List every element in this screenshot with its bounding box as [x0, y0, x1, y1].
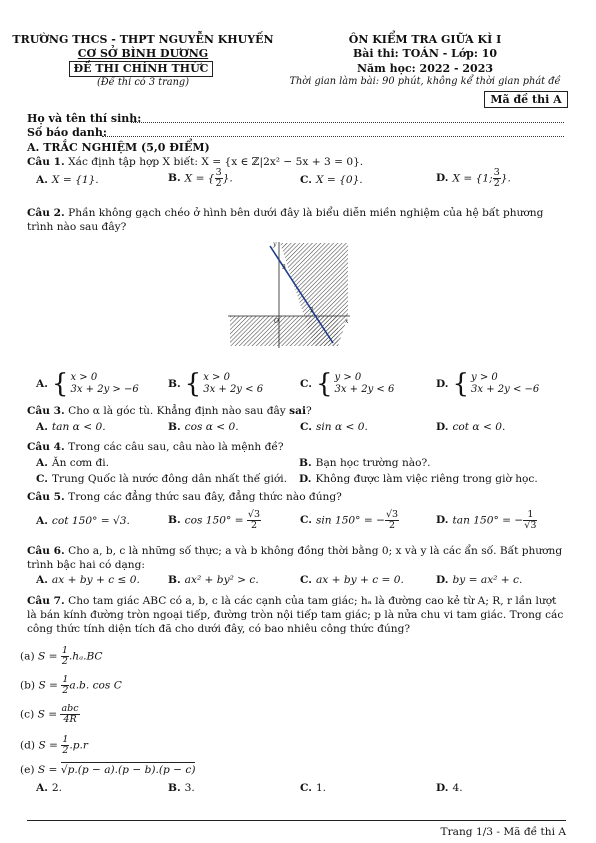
exam-subject: Bài thi: TOÁN - Lớp: 10 [352, 47, 498, 60]
q1-d-num: 3 [493, 167, 500, 178]
question-6-options [36, 574, 560, 588]
q4-option-a[interactable]: A. Ăn cơm đi. [36, 457, 110, 469]
q7-formula-b [20, 675, 122, 696]
q1-option-a-text: X = {1}. [51, 174, 99, 186]
q7-a-num: 1 [61, 645, 68, 656]
q6-option-d[interactable]: D. by = ax² + c. [436, 574, 523, 586]
q7-d-answer: 4. [452, 782, 463, 794]
q7-option-b[interactable]: B. 3. [168, 782, 195, 794]
q7-d-pre: S = [38, 739, 58, 752]
pages-note: (Đề thi có 3 trang) [96, 77, 190, 88]
q2-d-line2: 3x + 2y < −6 [471, 384, 540, 395]
question-3-end: ? [306, 405, 312, 417]
q7-formula-e [20, 764, 195, 778]
question-7-options [36, 782, 560, 796]
q7-a-fraction [61, 646, 69, 667]
q2-option-a[interactable]: A. { x > 0 3x + 2y > −6 [36, 369, 139, 399]
q7-formula-c [20, 704, 80, 725]
exam-code-box [484, 91, 568, 108]
q7-option-a[interactable]: A. 2. [36, 782, 63, 794]
q2-option-d[interactable]: D. { y > 0 3x + 2y < −6 [436, 369, 540, 399]
q7-a-answer: 2. [51, 782, 63, 794]
question-5-label: Câu 5. [27, 491, 65, 503]
q3-a-text: tan α < 0. [51, 421, 106, 433]
student-name-line [131, 122, 564, 123]
q3-option-c[interactable]: C. sin α < 0. [300, 421, 368, 433]
q1-b-pre: X = { [184, 172, 215, 185]
q5-c-fraction [385, 510, 399, 531]
q7-e-tag: (e) [20, 764, 35, 776]
q7-b-tag: (b) [20, 679, 36, 692]
q4-b-text: Bạn học trường nào?. [315, 457, 431, 469]
question-3-text: Cho α là góc tù. Khẳng định nào sau đây [68, 405, 286, 417]
question-2 [27, 207, 566, 235]
question-6-text: Cho a, b, c là những số thực; a và b không đồng thời bằng 0; x và y là các ẩn số. Bất phương trình bậc hai có dạng: [27, 545, 563, 571]
footer-page-label: Trang 1/3 - Mã đề thi A [440, 826, 566, 838]
q5-b-fraction [247, 510, 261, 531]
q1-b-num: 3 [215, 167, 222, 178]
school-name: TRƯỜNG THCS - THPT NGUYỄN KHUYẾN [12, 33, 274, 46]
question-7-text: Cho tam giác ABC có a, b, c là các cạnh của tam giác; hₐ là đường cao kẻ từ A; R, r lần lượt là bán kính đường tròn ngoại tiếp, đường tròn nội tiếp tam giác; p là nửa chu vi tam giác. Trong các công thức tính diện tích đã cho dưới đây, có bao nhiêu công thức đúng? [27, 595, 564, 635]
q4-option-b[interactable]: B. Bạn học trường nào?. [299, 457, 431, 469]
official-exam-label: ĐỀ THI CHÍNH THỨC [73, 62, 209, 75]
q3-b-text: cos α < 0. [184, 421, 239, 433]
question-4-text: Trong các câu sau, câu nào là mệnh đề? [68, 441, 284, 453]
question-1-options [36, 167, 560, 189]
q2-c-line2: 3x + 2y < 6 [334, 384, 395, 395]
q7-c-tag: (c) [20, 708, 35, 721]
q7-b-post: a.b. cos C [69, 679, 122, 692]
q2-option-c[interactable]: C. { y > 0 3x + 2y < 6 [300, 369, 395, 399]
student-name-label: Họ và tên thí sinh: [27, 112, 142, 125]
q5-d-pre: tan 150° = − [452, 514, 524, 527]
q6-option-b[interactable]: B. ax² + by² > c. [168, 574, 259, 586]
q3-option-b[interactable]: B. cos α < 0. [168, 421, 239, 433]
q7-a-den: 2 [61, 655, 68, 667]
q2-a-line1: x > 0 [70, 371, 98, 383]
q7-c-pre: S = [37, 708, 58, 721]
q5-option-c[interactable]: C. sin 150° = − $\frac{√3}{2}$ [300, 509, 399, 531]
q7-option-d[interactable]: D. 4. [436, 782, 463, 794]
q5-option-b[interactable]: B. cos 150° = $\frac{√3}{2}$ [168, 509, 261, 531]
q7-formula-a [20, 646, 103, 667]
student-id-line [102, 136, 564, 137]
q1-b-post: }. [222, 172, 233, 185]
q6-option-c[interactable]: C. ax + by + c = 0. [300, 574, 404, 586]
question-3-options [36, 421, 560, 435]
q7-a-post: .hₐ.BC [68, 650, 103, 663]
time-note: Thời gian làm bài: 90 phút, không kể thời gian phát đề [289, 76, 561, 87]
q7-d-tag: (d) [20, 739, 36, 752]
q3-d-text: cot α < 0. [452, 421, 506, 433]
q7-a-tag: (a) [20, 650, 35, 663]
q7-e-post: √p.(p − a).(p − b).(p − c) [60, 764, 196, 776]
q5-d-den: √3 [524, 519, 537, 531]
question-4 [27, 441, 566, 455]
q7-c-num: abc [61, 703, 79, 714]
q5-c-den: 2 [389, 519, 396, 531]
school-year: Năm học: 2022 - 2023 [356, 62, 494, 75]
q7-d-den: 2 [62, 744, 69, 756]
question-6-label: Câu 6. [27, 545, 65, 557]
q2-d-line1: y > 0 [471, 371, 498, 383]
q1-d-pre: X = {1; [452, 172, 493, 185]
q1-option-d[interactable]: D. X = {1; $\frac{3}{2}$ }. [436, 167, 511, 189]
question-5-text: Trong các đẳng thức sau đây, đẳng thức nào đúng? [68, 491, 342, 503]
q7-b-answer: 3. [184, 782, 195, 794]
question-6 [27, 545, 566, 573]
q2-a-line2: 3x + 2y > −6 [70, 384, 139, 395]
q1-d-post: }. [500, 172, 511, 185]
campus-name: CƠ SỞ BÌNH DƯƠNG [77, 47, 209, 60]
q6-b-text: ax² + by² > c. [184, 574, 259, 586]
q7-c-den: 4R [63, 713, 77, 725]
exam-code-label: Mã đề thi A [490, 93, 562, 106]
q7-e-pre: S = [37, 764, 58, 776]
q6-d-text: by = ax² + c. [452, 574, 523, 586]
q5-b-num: √3 [247, 509, 261, 520]
q3-option-d[interactable]: D. cot α < 0. [436, 421, 506, 433]
q7-b-pre: S = [38, 679, 58, 692]
q5-c-num: √3 [385, 509, 399, 520]
question-5 [27, 491, 566, 505]
q7-b-num: 1 [62, 674, 69, 685]
q7-a-pre: S = [37, 650, 58, 663]
question-3-label: Câu 3. [27, 405, 65, 417]
q6-c-text: ax + by + c = 0. [315, 574, 404, 586]
q5-d-num: 1 [523, 510, 537, 521]
q7-option-c[interactable]: C. 1. [300, 782, 327, 794]
question-2-options [36, 371, 560, 397]
q5-a-text: cot 150° = √3. [51, 515, 130, 527]
q1-option-a[interactable]: A. X = {1}. [36, 174, 99, 186]
question-2-label: Câu 2. [27, 207, 65, 219]
q5-d-fraction [523, 510, 537, 531]
q1-b-den: 2 [215, 177, 222, 189]
q3-option-a[interactable]: A. tan α < 0. [36, 421, 106, 433]
q7-d-post: .p.r [69, 739, 88, 752]
q5-option-a[interactable]: A. cot 150° = √3. [36, 515, 130, 527]
q3-c-text: sin α < 0. [315, 421, 368, 433]
q1-b-fraction [215, 168, 223, 189]
q2-y-intercept: 3 [282, 264, 286, 271]
q4-option-c[interactable]: C. Trung Quốc là nước đông dân nhất thế giới. [36, 473, 287, 485]
q5-b-pre: cos 150° = [184, 514, 244, 527]
q1-option-c[interactable]: C. X = {0}. [300, 174, 363, 186]
q4-c-text: Trung Quốc là nước đông dân nhất thế giới. [51, 473, 287, 485]
question-5-options [36, 510, 560, 531]
question-1-text: Xác định tập hợp X biết: X = {x ∈ ℤ|2x² − 5x + 3 = 0}. [68, 156, 364, 168]
q4-option-d[interactable]: D. Không được làm việc riêng trong giờ học. [299, 473, 538, 485]
official-exam-box [69, 61, 213, 77]
q7-formula-d [20, 735, 88, 756]
question-7 [27, 595, 566, 636]
q1-d-fraction [493, 168, 501, 189]
student-id-label: Số báo danh: [27, 126, 107, 139]
exam-title: ÔN KIỂM TRA GIỮA KÌ I [348, 33, 502, 46]
q5-option-d[interactable]: D. tan 150° = − $\frac{1}{√3}$ [436, 509, 537, 531]
q1-option-b[interactable]: B. X = { $\frac{3}{2}$ }. [168, 167, 233, 189]
question-4-label: Câu 4. [27, 441, 65, 453]
q5-c-pre: sin 150° = − [315, 514, 385, 527]
section-a-title: A. TRẮC NGHIỆM (5,0 ĐIỂM) [27, 141, 210, 154]
q4-d-text: Không được làm việc riêng trong giờ học. [315, 473, 538, 485]
question-2-text: Phần không gạch chéo ở hình bên dưới đây là biểu diễn miền nghiệm của hệ bất phương trình nào sau đây? [27, 207, 544, 233]
q2-b-line1: x > 0 [203, 371, 230, 383]
q2-c-line1: y > 0 [334, 371, 362, 383]
q2-x-label: x [345, 318, 349, 325]
q7-b-den: 2 [62, 684, 69, 696]
q5-b-den: 2 [250, 519, 257, 531]
q1-d-den: 2 [493, 177, 500, 189]
q2-b-line2: 3x + 2y < 6 [203, 384, 264, 395]
q6-option-a[interactable]: A. ax + by + c ≤ 0. [36, 574, 140, 586]
question-7-label: Câu 7. [27, 595, 65, 607]
q2-origin-label: O [274, 318, 279, 325]
question-3-emphasis: sai [289, 405, 307, 417]
q7-c-fraction [60, 704, 79, 725]
q7-d-num: 1 [62, 734, 69, 745]
q4-a-text: Ăn cơm đi. [51, 457, 110, 469]
q2-hatch-below [230, 316, 338, 346]
question-3 [27, 405, 566, 419]
q1-option-c-text: X = {0}. [315, 174, 363, 186]
q2-graph [228, 238, 353, 358]
q2-option-b[interactable]: B. { x > 0 3x + 2y < 6 [168, 369, 264, 399]
q7-c-answer: 1. [315, 782, 327, 794]
footer-rule [27, 820, 566, 821]
q2-y-label: y [273, 241, 277, 248]
q2-x-intercept: 2 [310, 307, 314, 314]
q6-a-text: ax + by + c ≤ 0. [51, 574, 140, 586]
question-1-label: Câu 1. [27, 156, 65, 168]
